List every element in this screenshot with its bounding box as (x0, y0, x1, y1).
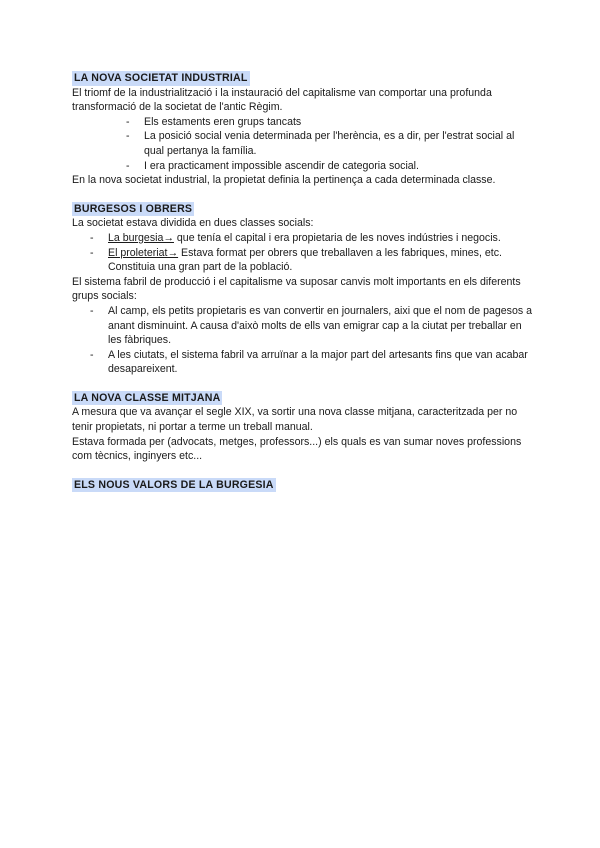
class-list (72, 231, 532, 275)
list-item (72, 231, 532, 246)
dash-marker: - (126, 115, 130, 128)
bullet-list (72, 115, 532, 173)
dash-marker: - (90, 304, 94, 317)
section-heading: ELS NOUS VALORS DE LA BURGESIA (74, 478, 274, 491)
dash-marker: - (90, 246, 94, 259)
dash-marker: - (90, 231, 94, 244)
paragraph: En la nova societat industrial, la propietat definia la pertinença a cada determinada classe. (72, 174, 496, 187)
section-heading: LA NOVA CLASSE MITJANA (74, 391, 221, 404)
list-item (72, 246, 532, 275)
list-item (72, 159, 532, 174)
section-heading: LA NOVA SOCIETAT INDUSTRIAL (74, 72, 248, 84)
section-nova-societat (72, 71, 532, 188)
dash-marker: - (126, 159, 130, 172)
list-item-text: La posició social venia determinada per l'herència, es a dir, per l'estrat social al qual pertanya la família. (144, 130, 515, 157)
list-item-text: Al camp, els petits propietaris es van convertir en journalers, aixi que el nom de pagesos a anant disminuint. A causa d'això molts de ells van emigrar cap a la ciutat per treballar en les fàbriques. (108, 304, 532, 347)
paragraph: A mesura que va avançar el segle XIX, va sortir una nova classe mitjana, caracteritzada per no tenir propietats, ni portar a terme un treball manual. (72, 406, 518, 434)
paragraph: La societat estava dividida en dues classes socials: (72, 217, 314, 230)
list-item (72, 348, 532, 377)
section-valors-burgesia (72, 478, 532, 493)
bullet-list (72, 304, 532, 377)
section-classe-mitjana (72, 391, 532, 464)
class-term: El proleteriat→ (108, 246, 179, 259)
class-term: La burgesia→ (108, 231, 174, 244)
list-item-text: A les ciutats, el sistema fabril va arruïnar a la major part del artesants fins que van acabar desapareixent. (108, 348, 528, 376)
paragraph: Estava formada per (advocats, metges, professors...) els quals es van sumar noves professions com tècnics, inginyers etc... (72, 435, 522, 463)
paragraph: El sistema fabril de producció i el capitalisme va suposar canvis molt importants en els diferents grups socials: (72, 275, 521, 303)
list-item (72, 115, 532, 130)
class-description: Estava format per obrers que treballaven a les fabriques, mines, etc. Constituia una gran part de la població. (108, 246, 502, 274)
list-item (72, 304, 532, 348)
list-item-text: Els estaments eren grups tancats (144, 115, 302, 128)
class-description: que tenía el capital i era propietaria de les noves indústries i negocis. (173, 231, 501, 244)
section-heading: BURGESOS I OBRERS (74, 202, 193, 215)
list-item-text: I era practicament impossible ascendir de categoria social. (144, 159, 419, 172)
dash-marker: - (90, 348, 94, 361)
document-content (72, 71, 532, 506)
section-burgesos-obrers (72, 202, 532, 377)
list-item (72, 129, 532, 158)
dash-marker: - (126, 130, 130, 143)
paragraph: El triomf de la industrialització i la instauració del capitalisme van comportar una profunda transformació de la societat de l'antic Règim. (72, 86, 492, 114)
